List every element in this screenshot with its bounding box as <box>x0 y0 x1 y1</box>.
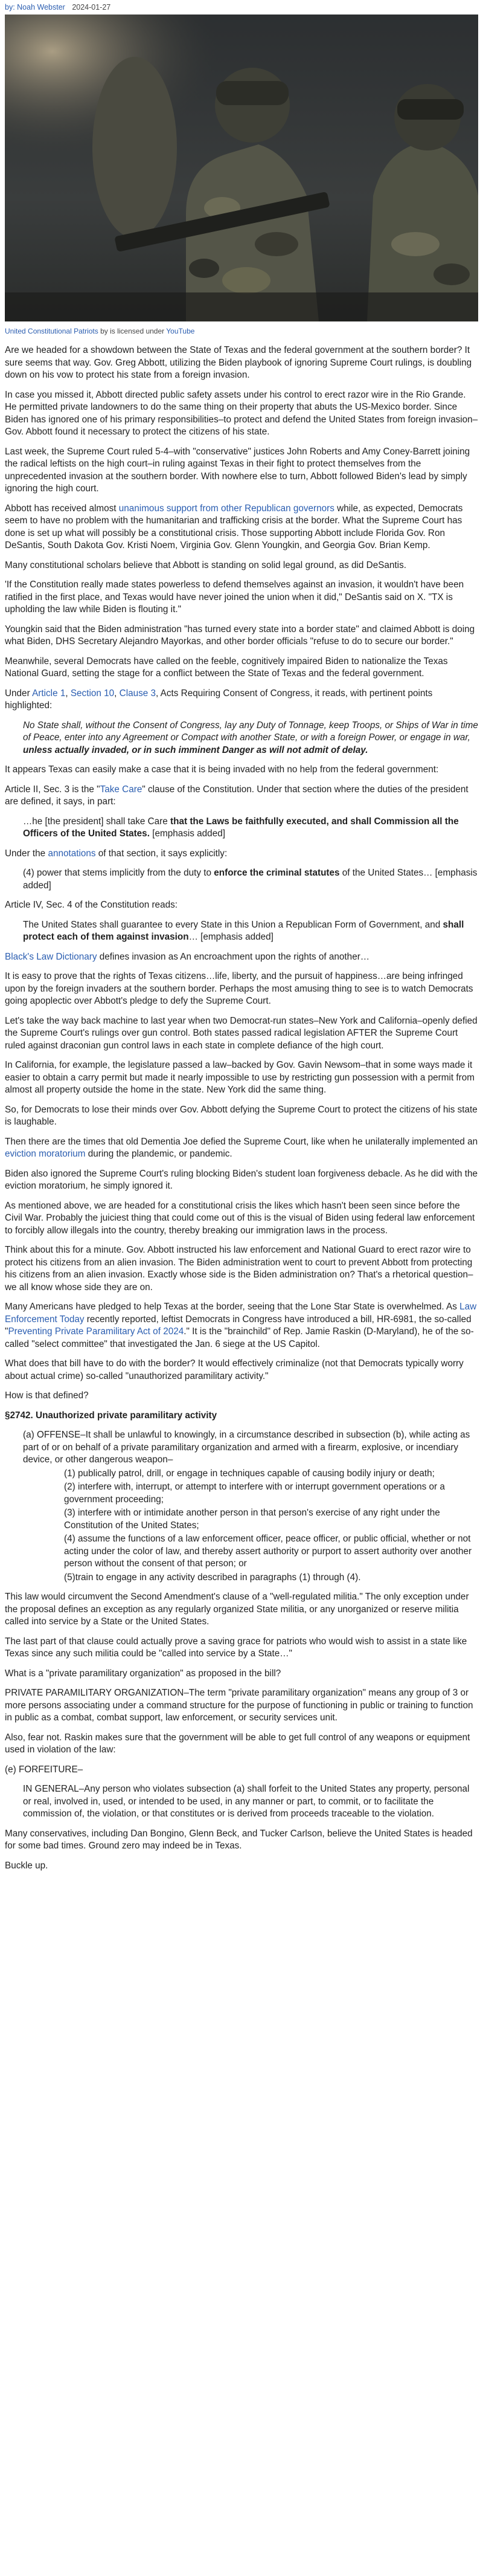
paragraph: In case you missed it, Abbott directed public safety assets under his control to erect razor wire in the Rio Grande. He permitted private landowners to do the same thing on their property that abuts the US-Mexico border. Since Biden has ignored one of his primary responsibilities–to protect and defend the United States from foreign invasion–Gov. Abbott found it necessary to protect the citizens of his state. <box>5 389 478 437</box>
text-segment: Abbott has received almost <box>5 503 119 514</box>
paramilitary-act-link[interactable]: Preventing Private Paramilitary Act of 2024 <box>8 1326 184 1337</box>
caption-license-link[interactable]: YouTube <box>166 327 195 335</box>
hero-photo-illustration <box>5 15 478 321</box>
paragraph: Also, fear not. Raskin makes sure that the government will be able to get full control of any weapons or equipment used in violation of the law: <box>5 1732 470 1755</box>
text-segment: Many Americans have pledged to help Texas at the border, seeing that the Lone Star State is overwhelmed. As <box>5 1302 460 1312</box>
blockquote-constitution <box>23 720 478 757</box>
paragraph <box>5 1136 478 1161</box>
text-segment: defines invasion as An encroachment upon the rights of another… <box>97 951 370 962</box>
paragraph: It appears Texas can easily make a case that it is being invaded with no help from the federal government: <box>5 764 439 775</box>
paragraph: Youngkin said that the Biden administration "has turned every state into a border state" and claimed Abbott is doing what Biden, DHS Secretary Alejandro Mayorkas, and other border officials "refuse to do to secure our border." <box>5 624 475 647</box>
text-segment: " clause of the Constitution. Under that section where the duties of the president are defined, it says, in part: <box>5 784 469 807</box>
quote-emphasis: enforce the criminal statutes <box>214 868 340 878</box>
text-segment: , Acts Requiring Consent of Congress, it reads, with pertinent points highlighted: <box>5 688 433 711</box>
quote-emphasis: shall protect each of them against invasion <box>23 919 464 942</box>
text-segment: Under the <box>5 848 48 859</box>
text-segment: , <box>114 688 120 699</box>
paragraph: Many constitutional scholars believe that Abbott is standing on solid legal ground, as did DeSantis. <box>5 560 406 570</box>
paragraph: Last week, the Supreme Court ruled 5-4–with "conservative" justices John Roberts and Amy Coney-Barrett joining the radical leftists on the high court–in ruling against Texas in their fight to protect themselves from the unprecedented invasion at the southern border. With nowhere else to turn, Abbott followed Biden's lead by simply ignoring the high court. <box>5 446 470 494</box>
paragraph: It is easy to prove that the rights of Texas citizens…life, liberty, and the pursuit of happiness…are being infringed upon by the foreign invaders at the southern border. Perhaps the most amusing thing to see is to watch Democrats going apoplectic over Abbott's pledge to defy the Supreme Court. <box>5 971 473 1006</box>
paragraph <box>5 503 478 552</box>
quote-text: … [emphasis added] <box>188 932 273 942</box>
take-care-link[interactable]: Take Care <box>100 784 142 795</box>
law-enforcement-today-link[interactable]: Law Enforcement Today <box>5 1302 477 1325</box>
paragraph <box>5 688 478 712</box>
text-segment: Article II, Sec. 3 is the " <box>5 784 100 795</box>
paragraph: So, for Democrats to lose their minds over Gov. Abbott defying the Supreme Court to protect the citizens of his state is laughable. <box>5 1104 478 1127</box>
governors-support-link[interactable]: unanimous support from other Republican governors <box>118 503 334 514</box>
text-segment: Then there are the times that old Dementia Joe defied the Supreme Court, like when he unilaterally implemented an <box>5 1136 478 1147</box>
paragraph <box>5 951 478 964</box>
law-item: (4) assume the functions of a law enforcement officer, peace officer, or public official, whether or not acting under the color of law, and thereby assert authority or purport to assert authority over another person without the consent of that person; or <box>64 1534 472 1569</box>
law-item: (3) interfere with or intimidate another person in that person's exercise of any right under the Constitution of the United States; <box>64 1508 440 1531</box>
text-segment: , <box>65 688 71 699</box>
publish-date: 2024-01-27 <box>72 3 111 11</box>
section-heading: §2742. Unauthorized private paramilitary activity <box>5 1410 217 1421</box>
text-segment: during the plandemic, or pandemic. <box>85 1149 232 1159</box>
paragraph: In California, for example, the legislature passed a law–backed by Gov. Gavin Newsom–that in some ways made it easier to obtain a carry permit but made it nearly impossible to use by restricting gun possession with a permit from almost all property outside the home in the state. New York did the same thing. <box>5 1060 475 1095</box>
caption-text: by is licensed under <box>98 327 167 335</box>
blockquote-annotations <box>23 867 478 892</box>
paragraph: What is a "private paramilitary organization" as proposed in the bill? <box>5 1668 281 1679</box>
blockquote-article-iv <box>23 919 478 944</box>
paragraph: PRIVATE PARAMILITARY ORGANIZATION–The term "private paramilitary organization" means any group of 3 or more persons associating under a command structure for the purpose of functioning in public or training to function in public as a combat, combat support, law enforcement, or security services unit. <box>5 1688 473 1723</box>
quote-text: of the United States… [emphasis added] <box>23 868 478 891</box>
law-item: (2) interfere with, interrupt, or attempt to interfere with or interrupt government operations or a government proceeding; <box>64 1482 445 1505</box>
paragraph: Biden also ignored the Supreme Court's ruling blocking Biden's student loan forgiveness debacle. As he did with the eviction moratorium, he simply ignored it. <box>5 1168 478 1191</box>
law-offense-clause: (a) OFFENSE–It shall be unlawful to knowingly, in a circumstance described in subsection (b), while acting as part of or on behalf of a private paramilitary organization and armed with a firearm, explosive, or incendiary device, or other dangerous weapon– <box>23 1430 470 1465</box>
quote-text: [emphasis added] <box>149 828 225 839</box>
text-segment: recently reported, leftist Democrats in Congress have introduced a bill, HR-6981, the so-called " <box>5 1314 472 1337</box>
paragraph: 'If the Constitution really made states powerless to defend themselves against an invasion, it wouldn't have been ratified in the first place, and Texas would have never joined the union when it did," DeSantis said on X. "TX is upholding the law while Biden is flouting it." <box>5 579 464 615</box>
annotations-link[interactable]: annotations <box>48 848 96 859</box>
text-segment: Under <box>5 688 33 699</box>
law-item: (1) publically patrol, drill, or engage in techniques capable of causing bodily injury or death; <box>64 1468 435 1479</box>
section-10-link[interactable]: Section 10 <box>70 688 115 699</box>
paragraph <box>5 848 478 860</box>
blacks-law-link[interactable]: Black's Law Dictionary <box>5 951 97 962</box>
paragraph: As mentioned above, we are headed for a constitutional crisis the likes which hasn't been seen since before the Civil War. Probably the juiciest thing that could come out of this is the visual of Biden using federal law enforcement to forcibly allow illegals into the country, thereby breaking our immigration laws in the process. <box>5 1200 475 1236</box>
article-1-link[interactable]: Article 1 <box>32 688 66 699</box>
paragraph: Article IV, Sec. 4 of the Constitution reads: <box>5 900 178 910</box>
text-segment: ." It is the "brainchild" of Rep. Jamie Raskin (D-Maryland), he of the so-called "select committee" that investigated the Jan. 6 siege at the US Capitol. <box>5 1326 474 1349</box>
eviction-moratorium-link[interactable]: eviction moratorium <box>5 1149 86 1159</box>
paragraph: What does that bill have to do with the border? It would effectively criminalize (not that Democrats typically worry about actual crime) so-called "unauthorized paramilitary activity." <box>5 1358 464 1381</box>
paragraph: Let's take the way back machine to last year when two Democrat-run states–New York and California–openly defied the Supreme Court's rulings over gun control. Both states passed radical legislation AFTER the Supreme Court ruled against draconian gun control laws in each state in complete defiance of the high court. <box>5 1015 478 1051</box>
quote-emphasis: that the Laws be faithfully executed, and shall Commission all the Officers of the United States. <box>23 816 459 839</box>
text-segment: while, as expected, Democrats seem to have no problem with the humanitarian and trafficking crisis at the border. What the Supreme Court has done is set up what will possibly be a constitutional crisis. Those supporting Abbott include Florida Gov. Ron DeSantis, South Dakota Gov. Kristi Noem, Virginia Gov. Glenn Youngkin, and Georgia Gov. Brian Kemp. <box>5 503 463 550</box>
paragraph: Are we headed for a showdown between the State of Texas and the federal government at the southern border? It sure seems that way. Gov. Greg Abbott, utilizing the Biden playbook of ignoring Supreme Court rulings, is doubling down on his vow to protect his state from a foreign invasion. <box>5 345 472 380</box>
paragraph: Buckle up. <box>5 1860 48 1871</box>
clause-3-link[interactable]: Clause 3 <box>119 688 156 699</box>
blockquote-forfeiture: IN GENERAL–Any person who violates subsection (a) shall forfeit to the United States any property, personal or real, involved in, used, or intended to be used, in any manner or part, to commit, or to facilitate the commission of, the violation, or that constitutes or is derived from proceeds traceable to the violation. <box>23 1784 470 1819</box>
quote-text: (4) power that stems implicitly from the duty to <box>23 868 214 878</box>
caption-source-link[interactable]: United Constitutional Patriots <box>5 327 98 335</box>
paragraph: Meanwhile, several Democrats have called on the feeble, cognitively impaired Biden to nationalize the Texas National Guard, setting the stage for a conflict between the State of Texas and the federal government. <box>5 656 448 679</box>
quote-text: The United States shall guarantee to every State in this Union a Republican Form of Government, and <box>23 919 443 930</box>
text-segment: of that section, it says explicitly: <box>95 848 228 859</box>
paragraph: Many conservatives, including Dan Bongino, Glenn Beck, and Tucker Carlson, believe the United States is headed for some bad times. Ground zero may indeed be in Texas. <box>5 1828 473 1851</box>
paragraph: (e) FORFEITURE– <box>5 1764 83 1775</box>
hero-image <box>5 15 478 321</box>
paragraph: How is that defined? <box>5 1390 89 1401</box>
quote-text: No State shall, without the Consent of Congress, lay any Duty of Tonnage, keep Troops, or Ships of War in time of Peace, enter into any Agreement or Compact with another State, or with a foreign Power, or engage in war, <box>23 720 478 743</box>
paragraph: Think about this for a minute. Gov. Abbott instructed his law enforcement and National Guard to erect razor wire to protect his citizens from an alien invasion. The Biden administration went to court to prevent Abbott from protecting his citizens from an alien invasion. Exactly whose side is the Biden administration on? That's a rhetorical question–we all know whose side they are on. <box>5 1245 473 1293</box>
quote-text: …he [the president] shall take Care <box>23 816 171 827</box>
paragraph: The last part of that clause could actually prove a saving grace for patriots who would wish to assist in a state like Texas since any such militia could be "called into service by a State…" <box>5 1636 467 1659</box>
image-caption <box>5 326 478 336</box>
law-item: (5)train to engage in any activity described in paragraphs (1) through (4). <box>64 1572 361 1583</box>
paragraph: This law would circumvent the Second Amendment's clause of a "well-regulated militia." The only exception under the proposal defines an exception as any regularly organized State militia, or any unorganized or reserve militia called into service by a State or the United States. <box>5 1592 469 1627</box>
paragraph <box>5 784 478 809</box>
paragraph <box>5 1301 478 1351</box>
quote-emphasis: unless actually invaded, or in such imminent Danger as will not admit of delay. <box>23 744 368 755</box>
blockquote-take-care <box>23 816 478 841</box>
byline <box>5 0 478 15</box>
author-link[interactable]: by: Noah Webster <box>5 3 65 11</box>
